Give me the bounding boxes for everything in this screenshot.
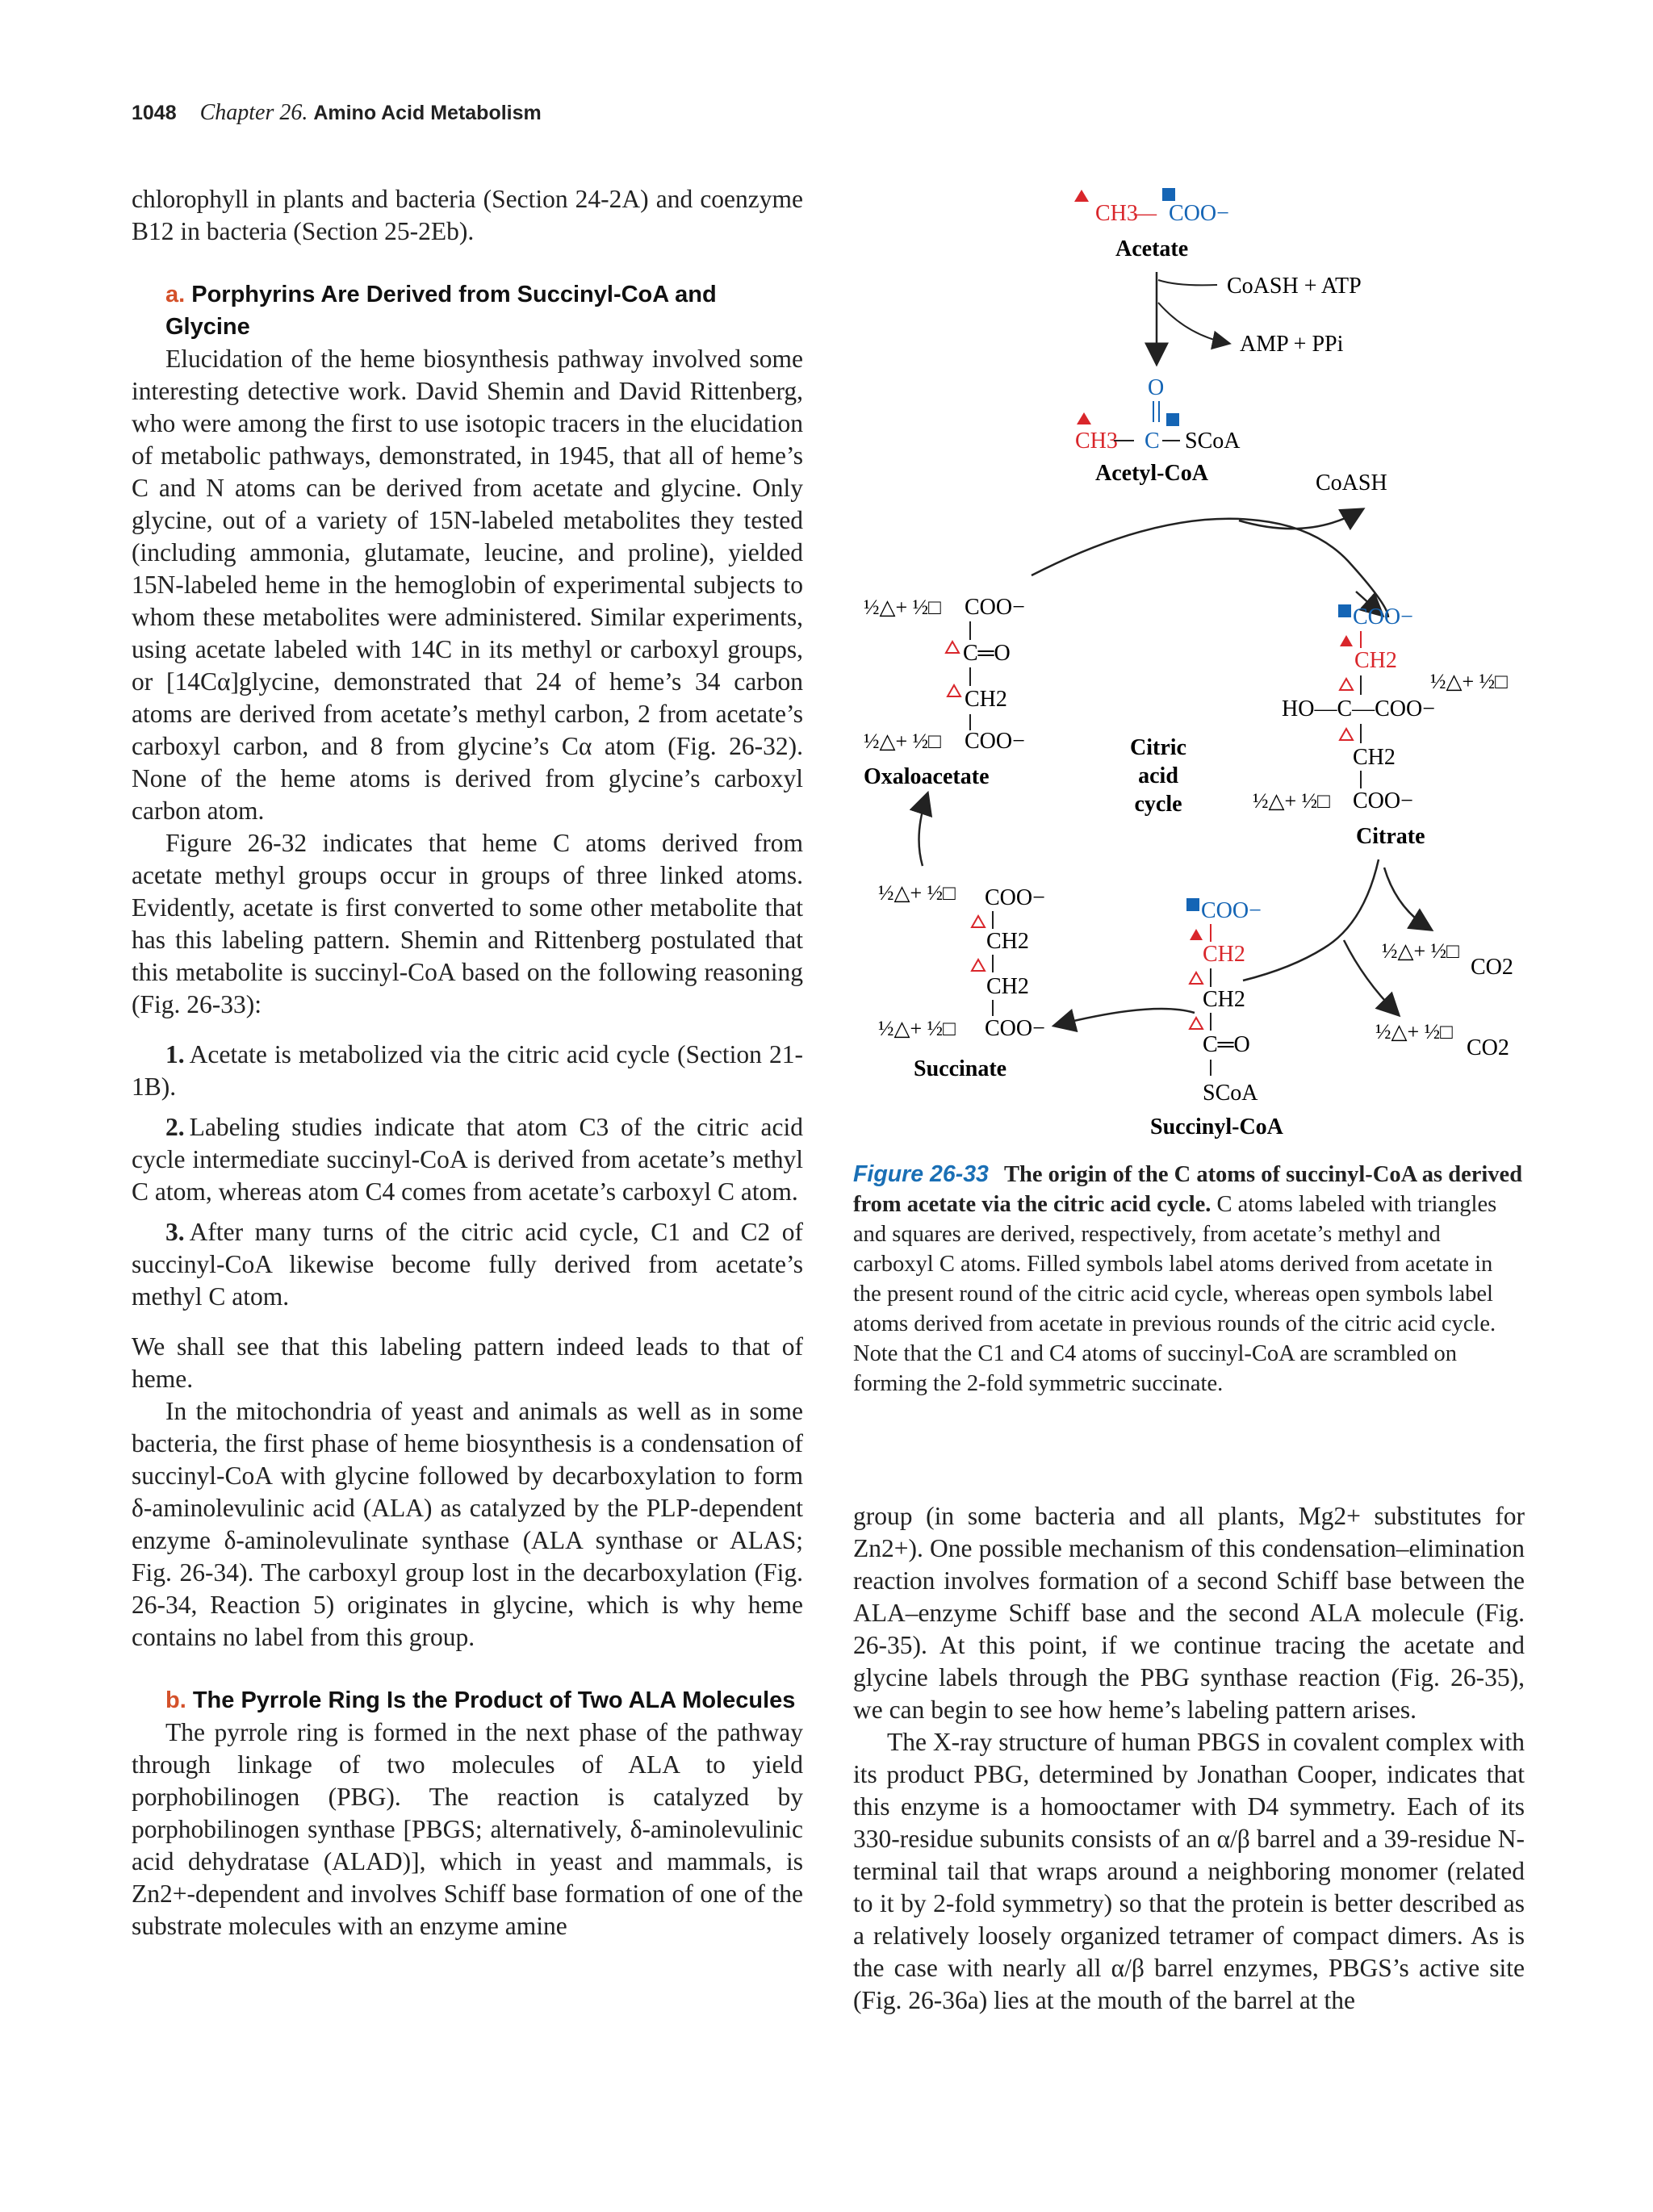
acetylcoa-c: C	[1145, 429, 1160, 454]
oxaloacetate-structure	[864, 595, 1025, 789]
decarboxylation-path	[1243, 859, 1379, 981]
list-number: 3.	[165, 1218, 185, 1246]
open-triangle-icon	[1340, 679, 1353, 690]
oxaloacetate-label: Oxaloacetate	[864, 764, 990, 789]
figure-number: Figure 26-33	[853, 1161, 989, 1187]
section-letter: b.	[165, 1687, 186, 1713]
cycle-label	[1130, 735, 1186, 817]
acetylcoa-ch3: CH3	[1075, 429, 1118, 454]
cycle-label-line: acid	[1138, 763, 1178, 788]
list-item	[132, 1111, 803, 1208]
filled-square-icon	[1162, 188, 1175, 201]
oxaloacetate-ch2: CH2	[965, 687, 1007, 712]
filled-triangle-icon	[1074, 190, 1089, 202]
oxaloacetate-coo2: COO−	[965, 729, 1025, 754]
open-triangle-icon	[948, 685, 960, 696]
co2-frac: ½△+ ½□	[1375, 1020, 1453, 1043]
reasoning-list	[132, 1039, 803, 1313]
filled-square-icon	[1338, 604, 1351, 617]
citrate-label: Citrate	[1356, 824, 1425, 849]
succinate-label: Succinate	[914, 1056, 1007, 1081]
section-heading-a	[132, 278, 803, 343]
open-triangle-icon	[972, 916, 985, 927]
citrate-ch2: CH2	[1354, 648, 1397, 673]
right-column	[853, 1500, 1525, 2017]
paragraph: Elucidation of the heme biosynthesis pathway involved some interesting detective work. David Shemin and David Rittenberg, who were among the first to use isotopic tracers in the elucidation of metabolic pathways, demonstrated, in 1945, that all of heme’s C and N atoms can be derived from acetate and glycine. Only glycine, out of a variety of 15N-labeled metabolites they tested (including ammonia, glutamate, leucine, and proline), yielded 15N-labeled heme in the hemoglobin of experimental subjects to whom these metabolites were administered. Similar experiments, using acetate labeled with 14C in its methyl or carboxyl groups, or [14Cα]glycine, demonstrated that 24 of heme’s 34 carbon atoms are derived from acetate’s methyl carbon, 2 from acetate’s carboxyl carbon, and 8 from glycine’s Cα atom (Fig. 26-32). None of the heme atoms is derived from glycine’s carboxyl carbon atom.	[132, 345, 803, 825]
paragraph: The X-ray structure of human PBGS in covalent complex with its product PBG, determined by Jonathan Cooper, indicates that this enzyme is a homooctamer with D4 symmetry. Each of its 330-residue subunits consists of an α/β barrel and a 39-residue N-terminal tail that wraps around a neighboring monomer (related to it by 2-fold symmetry) so that the protein is better described as a relatively loosely organized tetramer of compact dimers. As is the case with nearly all α/β barrel enzymes, PBGS’s active site (Fig. 26-36a) lies at the mouth of the barrel at the	[853, 1728, 1525, 2014]
left-column	[132, 183, 803, 1942]
citrate-frac2: ½△+ ½□	[1253, 789, 1330, 813]
citrate-coo: COO−	[1353, 604, 1413, 629]
succinate-frac: ½△+ ½□	[878, 881, 956, 905]
oxaloacetate-coo: COO−	[965, 595, 1025, 620]
caption-text: C atoms labeled with triangles and squares are derived, respectively, from acetate’s methyl and carboxyl C atoms. Filled symbols label atoms derived from acetate in the present round of the citric acid cycle, whereas open symbols label atoms derived from acetate in previous rounds of the citric acid cycle. Note that the C1 and C4 atoms of succinyl-CoA are scrambled on forming the 2-fold symmetric succinate.	[853, 1192, 1497, 1396]
acetylcoa-scoa: SCoA	[1185, 429, 1241, 454]
citrate-frac: ½△+ ½□	[1430, 670, 1508, 693]
activation-arrow	[1157, 272, 1362, 361]
section-letter: a.	[165, 282, 186, 307]
list-text: After many turns of the citric acid cycle, C1 and C2 of succinyl-CoA likewise become fully derived from acetate’s methyl C atom.	[132, 1218, 803, 1311]
succinylcoa-ch2: CH2	[1203, 942, 1245, 967]
figure-title: The origin of the C atoms of succinyl-CoA as derived from acetate via the citric acid cycle.	[853, 1162, 1523, 1217]
page-number: 1048	[132, 102, 177, 124]
list-number: 2.	[165, 1113, 185, 1141]
acetyl-coa-structure	[1075, 375, 1241, 486]
coash-atp-label: CoASH + ATP	[1227, 274, 1362, 299]
section-title: Porphyrins Are Derived from Succinyl-CoA and Glycine	[165, 282, 717, 340]
filled-square-icon	[1166, 413, 1179, 426]
section-title: The Pyrrole Ring Is the Product of Two ALA Molecules	[192, 1687, 796, 1713]
succinate-structure	[878, 881, 1045, 1081]
acetylcoa-label: Acetyl-CoA	[1095, 461, 1208, 486]
list-number: 1.	[165, 1040, 185, 1068]
filled-triangle-icon	[1340, 635, 1353, 646]
succinate-frac2: ½△+ ½□	[878, 1017, 956, 1040]
citrate-structure	[1253, 604, 1508, 849]
acetate-bond: —	[1134, 201, 1157, 226]
co2-label: CO2	[1471, 955, 1513, 980]
paragraph: In the mitochondria of yeast and animals as well as in some bacteria, the first phase of heme biosynthesis is a condensation of succinyl-CoA with glycine followed by decarboxylation to form δ-aminolevulinic acid (ALA) as catalyzed by the PLP-dependent enzyme δ-aminolevulinate synthase (ALA synthase or ALAS; Fig. 26-34). The carboxyl group lost in the decarboxylation (Fig. 26-34, Reaction 5) originates in glycine, which is why heme contains no label from this group.	[132, 1397, 803, 1651]
succinate-to-oxaloacetate-arrow	[919, 797, 927, 866]
succinyl-coa-structure	[1150, 898, 1284, 1139]
open-triangle-icon	[972, 960, 985, 971]
open-triangle-icon	[1190, 1018, 1203, 1029]
oxaloacetate-frac2: ½△+ ½□	[864, 730, 941, 753]
succinylcoa-ch2b: CH2	[1203, 987, 1245, 1012]
section-heading-b	[132, 1684, 803, 1716]
filled-square-icon	[1186, 898, 1199, 911]
paragraph: Figure 26-32 indicates that heme C atoms derived from acetate methyl groups occur in groups of three linked atoms. Evidently, acetate is first converted to some other metabolite that has this labeling pattern. Shemin and Rittenberg postulated that this metabolite is succinyl-CoA based on the following reasoning (Fig. 26-33):	[132, 829, 803, 1018]
coash-label: CoASH	[1316, 470, 1387, 496]
co2-release-arrow-1	[1384, 868, 1429, 928]
filled-triangle-icon	[1077, 412, 1091, 424]
condensation-arc	[1032, 519, 1388, 617]
open-triangle-icon	[946, 642, 959, 653]
oxaloacetate-co: C═O	[963, 641, 1011, 666]
succinate-ch2: CH2	[986, 929, 1029, 954]
succinylcoa-coo: COO−	[1201, 898, 1262, 923]
open-triangle-icon	[1340, 729, 1353, 740]
acetylcoa-o: O	[1148, 375, 1165, 400]
figure-26-33	[839, 182, 1534, 1150]
paragraph: group (in some bacteria and all plants, Mg2+ substitutes for Zn2+). One possible mechanism of this condensation–elimination reaction involves formation of a second Schiff base between the ALA–enzyme Schiff base and the second ALA molecule (Fig. 26-35). At this point, if we continue tracing the acetate and glycine labels through the PBG synthase reaction (Fig. 26-35), we can begin to see how heme’s labeling pattern arises.	[853, 1502, 1525, 1724]
cycle-label-line: Citric	[1130, 735, 1186, 760]
list-text: Acetate is metabolized via the citric acid cycle (Section 21-1B).	[132, 1040, 803, 1101]
co2-product-2	[1375, 1020, 1509, 1060]
paragraph: We shall see that this labeling pattern indeed leads to that of heme.	[132, 1332, 803, 1393]
acetate-structure	[1074, 188, 1229, 261]
list-item	[132, 1039, 803, 1103]
filled-triangle-icon	[1190, 929, 1203, 940]
succinylcoa-label: Succinyl-CoA	[1150, 1114, 1283, 1139]
co2-product-1	[1382, 939, 1513, 980]
figure-caption	[853, 1160, 1525, 1399]
succinylcoa-scoa: SCoA	[1203, 1081, 1258, 1106]
paragraph: The pyrrole ring is formed in the next phase of the pathway through linkage of two molecules of ALA to yield porphobilinogen (PBG). The reaction is catalyzed by porphobilinogen synthase [PBGS; alternatively, δ-aminolevulinic acid dehydratase (ALAD)], which in yeast and mammals, is Zn2+-dependent and involves Schiff base formation of one of the substrate molecules with an enzyme amine	[132, 1718, 803, 1940]
succinate-coo2: COO−	[985, 1016, 1045, 1041]
chapter-title: Amino Acid Metabolism	[313, 102, 542, 124]
citrate-coo2: COO−	[1353, 788, 1413, 813]
list-item	[132, 1216, 803, 1313]
paragraph: chlorophyll in plants and bacteria (Section 24-2A) and coenzyme B12 in bacteria (Section 25-2Eb).	[132, 185, 803, 245]
oxaloacetate-frac: ½△+ ½□	[864, 596, 941, 619]
succinate-coo: COO−	[985, 885, 1045, 910]
succinate-ch2b: CH2	[986, 974, 1029, 999]
open-triangle-icon	[1190, 972, 1203, 984]
acetate-coo: COO−	[1169, 201, 1229, 226]
chapter-label: Chapter 26.	[199, 100, 308, 125]
list-text: Labeling studies indicate that atom C3 of the citric acid cycle intermediate succinyl-CoA is derived from acetate’s methyl C atom, whereas atom C4 comes from acetate’s carboxyl C atom.	[132, 1113, 803, 1206]
succinylcoa-co: C═O	[1203, 1032, 1250, 1057]
running-header	[132, 100, 542, 126]
acetate-ch3: CH3	[1095, 201, 1138, 226]
cycle-label-line: cycle	[1134, 792, 1182, 817]
co2-label: CO2	[1467, 1035, 1509, 1060]
citrate-ch2b: CH2	[1353, 745, 1396, 770]
succinylcoa-to-succinate-arrow	[1057, 1009, 1195, 1025]
citrate-hoc: HO—C—COO−	[1282, 696, 1436, 721]
co2-frac: ½△+ ½□	[1382, 939, 1459, 963]
amp-ppi-label: AMP + PPi	[1240, 332, 1344, 357]
acetate-label: Acetate	[1115, 236, 1189, 261]
